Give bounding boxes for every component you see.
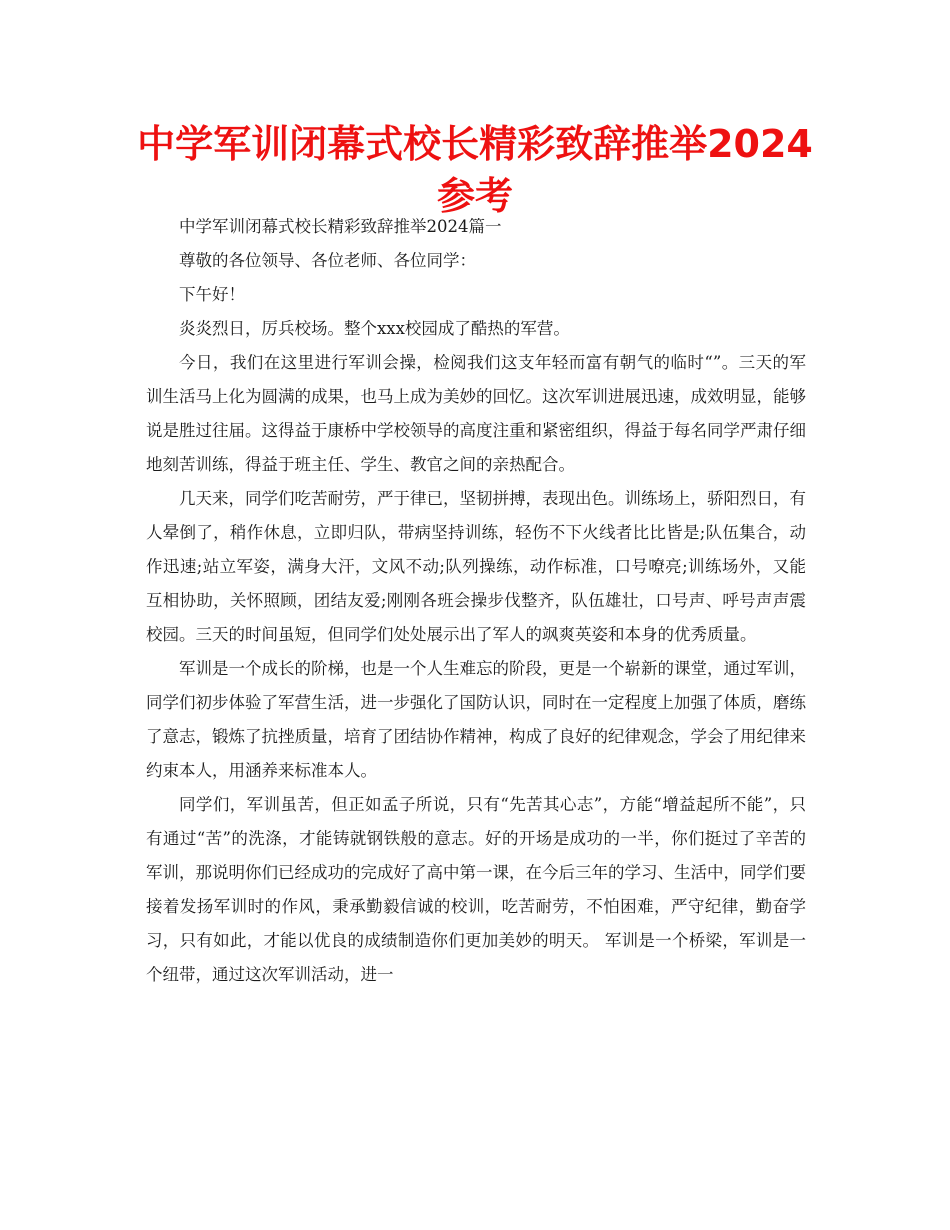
body-paragraph: 军训是一个成长的阶梯，也是一个人生难忘的阶段，更是一个崭新的课堂，通过军训，同学们初步体验了军营生活，进一步强化了国防认识，同时在一定程度上加强了体质，磨练了意志，锻炼了抗挫质量，培育了团结协作精神，构成了良好的纪律观念，学会了用纪律来约束本人，用涵养来标准本人。 [146, 659, 806, 780]
document-body [146, 210, 806, 992]
body-paragraph: 同学们，军训虽苦，但正如孟子所说，只有“先苦其心志”，方能“增益起所不能”，只有通过“苦”的洗涤，才能铸就钢铁般的意志。好的开场是成功的一半，你们挺过了辛苦的军训，那说明你们已经成功的完成好了高中第一课，在今后三年的学习、生活中，同学们要接着发扬军训时的作风，秉承勤毅信诚的校训，吃苦耐劳，不怕困难，严守纪律，勤奋学习，只有如此，才能以优良的成绩制造你们更加美妙的明天。 军训是一个桥梁，军训是一个纽带，通过这次军训活动，进一 [146, 795, 806, 984]
body-paragraph: 炎炎烈日，厉兵校场。整个xxx校园成了酷热的军营。 [179, 319, 570, 338]
body-paragraph: 今日，我们在这里进行军训会操，检阅我们这支年轻而富有朝气的临时“”。三天的军训生活马上化为圆满的成果，也马上成为美妙的回忆。这次军训进展迅速，成效明显，能够说是胜过往届。这得益于康桥中学校领导的高度注重和紧密组织，得益于每名同学严肃仔细地刻苦训练，得益于班主任、学生、教官之间的亲热配合。 [146, 353, 806, 474]
salutation: 尊敬的各位领导、各位老师、各位同学： [179, 251, 476, 270]
section-heading: 中学军训闭幕式校长精彩致辞推举2024篇一 [179, 217, 502, 236]
body-paragraph: 几天来，同学们吃苦耐劳，严于律已，坚韧拼搏，表现出色。训练场上，骄阳烈日，有人晕倒了，稍作休息，立即归队，带病坚持训练，轻伤不下火线者比比皆是;队伍集合，动作迅速;站立军姿，满身大汗，文风不动;队列操练，动作标准，口号嘹亮;训练场外，又能互相协助，关怀照顾，团结友爱;刚刚各班会操步伐整齐，队伍雄壮，口号声、呼号声声震校园。三天的时间虽短，但同学们处处展示出了军人的飒爽英姿和本身的优秀质量。 [146, 489, 806, 644]
document-title: 中学军训闭幕式校长精彩致辞推举2024参考 [137, 122, 813, 218]
greeting: 下午好！ [179, 285, 245, 304]
